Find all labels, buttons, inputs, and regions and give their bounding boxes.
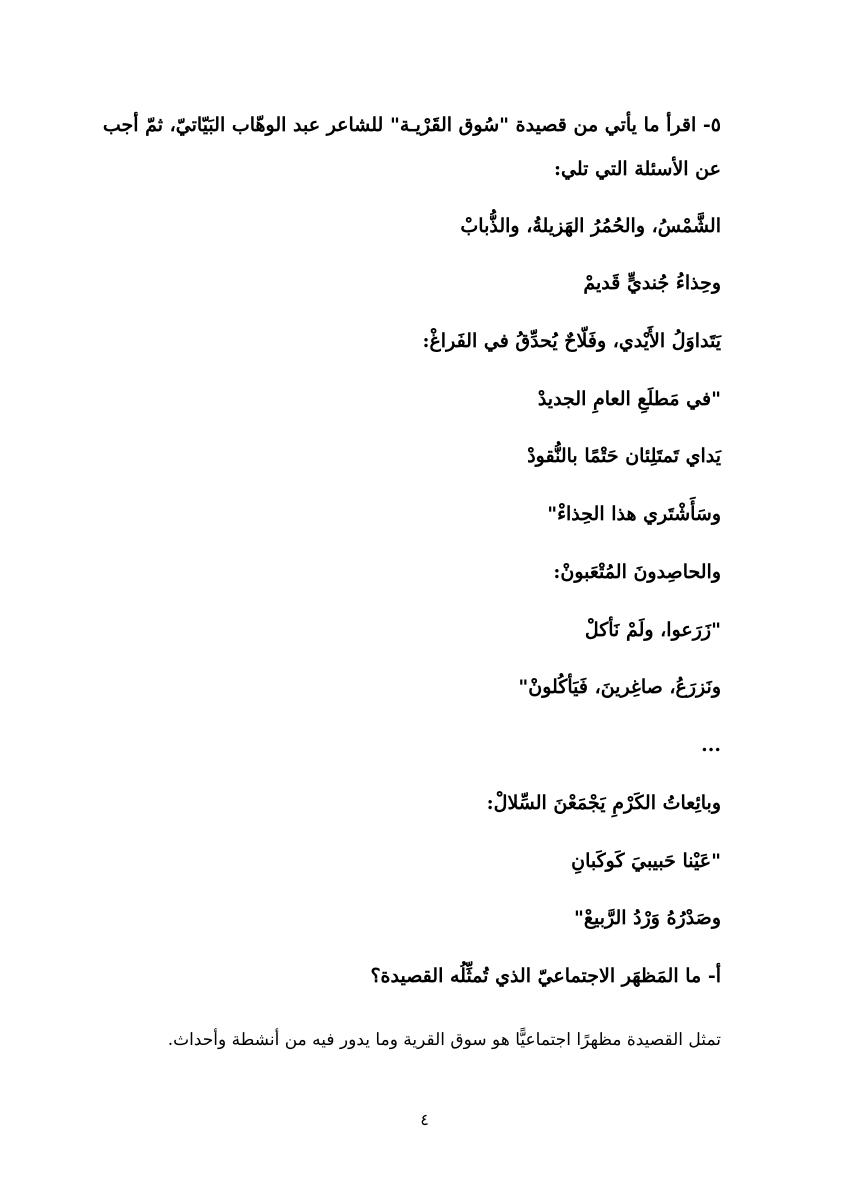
page-number: ٤ (420, 1110, 429, 1129)
poem-line: "عَيْنا حَبيبيَ كَوكَبانِ (571, 850, 721, 872)
poem-line: "زَرَعوا، ولَمْ نَأكلْ (584, 619, 721, 641)
poem-line: والحاصِدونَ المُتْعَبونْ: (553, 561, 721, 583)
answer-a: تمثل القصيدة مظهرًا اجتماعيًّا هو سوق القرية وما يدور فيه من أنشطة وأحداث. (167, 1030, 721, 1050)
poem-ellipsis: ... (701, 734, 721, 756)
poem-line: وصَدْرُهُ وَرْدُ الرَّبيعْ" (573, 907, 721, 929)
poem-line: "في مَطلَعِ العامِ الجديدْ (537, 388, 721, 410)
poem-line: وحِذاءُ جُنديٍّ قَديمْ (583, 272, 721, 294)
question-intro-line-1: ٥- اقرأ ما يأتي من قصيدة "سُوق القَرْيـة" للشاعر عبد الوهّاب البَيّاتيّ، ثمّ أجب (102, 114, 721, 136)
poem-line: الشَّمْسُ، والحُمُرُ الهَزيلةُ، والذُّبابْ (460, 215, 721, 237)
poem-line: ونَزرَعُ، صاغِرينَ، فَيَأكُلونْ" (518, 676, 721, 698)
poem-line: يَتَداوَلُ الأَيْدي، وفَلّاحٌ يُحدِّقُ في الفَراغْ: (422, 330, 721, 352)
question-intro-line-2: عن الأسئلة التي تلي: (554, 158, 721, 180)
sub-question-a: أ- ما المَظهَر الاجتماعيّ الذي تُمثِّلُه القصيدة؟ (370, 965, 721, 987)
poem-line: وبائِعاتُ الكَرْمِ يَجْمَعْنَ السِّلالْ: (486, 792, 721, 814)
poem-line: وسَأَشْتَري هذا الحِذاءْ" (547, 503, 721, 525)
poem-line: يَداي تَمتَلِئان حَتْمًا بالنُّقودْ (527, 445, 721, 467)
